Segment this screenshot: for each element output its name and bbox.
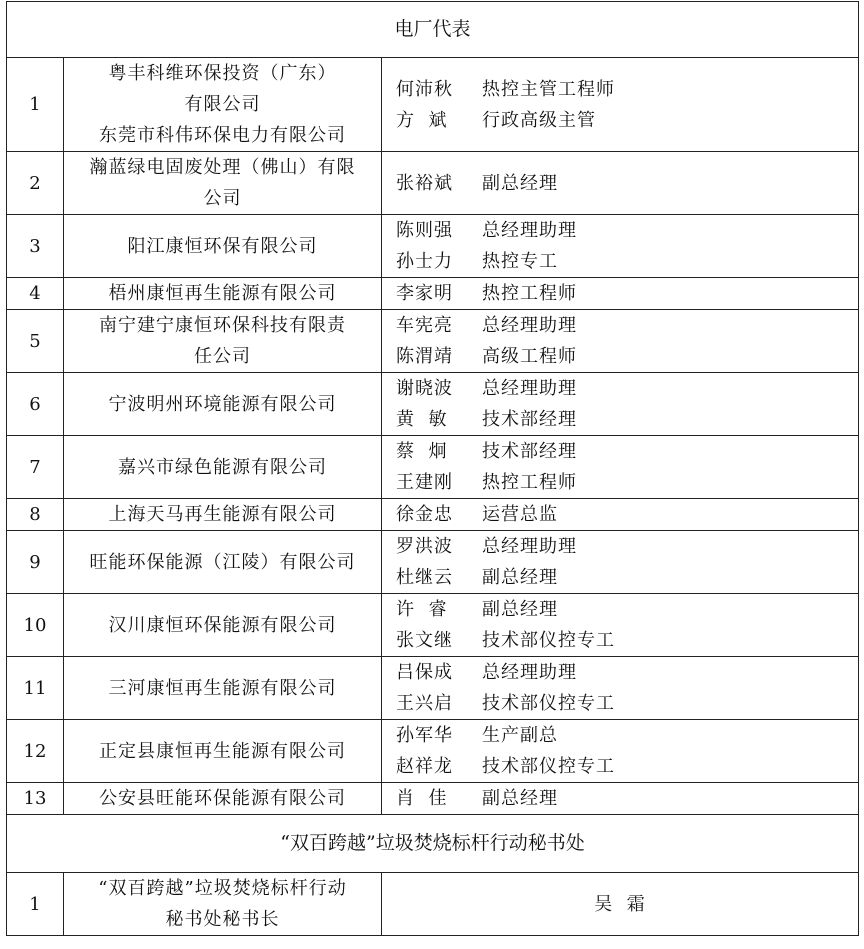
section-header-secretariat-title: “双百跨越”垃圾焚烧标杆行动秘书处 [7,815,859,873]
company-line: 上海天马再生能源有限公司 [108,504,337,525]
company-name [64,310,382,373]
company-line: 梧州康恒再生能源有限公司 [108,283,337,304]
company-name [64,436,382,499]
representatives [382,310,859,373]
representative [396,751,858,782]
person-name: 吴 霜 [594,893,646,915]
representative [396,168,858,199]
company-line: 东莞市科伟环保电力有限公司 [99,125,346,146]
company-name [64,873,382,936]
row-number: 3 [7,215,64,278]
table-row [7,499,859,531]
rep-title: 热控主管工程师 [482,78,615,100]
company-line: 粤丰科维环保投资（广东） [108,63,337,84]
table-row [7,720,859,783]
company-line: 正定县康恒再生能源有限公司 [99,740,346,762]
rep-name: 蔡 炯 [396,441,448,462]
table-row [7,657,859,720]
rep-title: 副总经理 [482,788,558,809]
representative [396,688,858,719]
representatives [382,373,859,436]
company-name [64,657,382,720]
rep-name: 陈渭靖 [396,346,453,367]
table-row [7,278,859,310]
rep-name: 孙士力 [396,251,453,272]
representatives [382,531,859,594]
representative [396,657,858,688]
row-number: 1 [7,58,64,152]
rep-name: 王建刚 [396,472,453,493]
representatives [382,594,859,657]
rep-title: 高级工程师 [482,346,577,367]
company-name [64,152,382,215]
representative [396,74,858,105]
company-line: 南宁建宁康恒环保科技有限责 [99,315,346,336]
table-row [7,531,859,594]
representative [396,720,858,751]
representative [396,246,858,277]
row-number: 6 [7,373,64,436]
rep-title: 技术部仪控专工 [482,693,615,714]
company-name [64,594,382,657]
rep-title: 副总经理 [482,567,558,588]
row-number: 10 [7,594,64,657]
row-number: 4 [7,278,64,310]
company-line: 阳江康恒环保有限公司 [127,235,318,257]
rep-name: 吕保成 [396,662,453,683]
table-row [7,594,859,657]
rep-title: 总经理助理 [482,378,577,399]
company-line: 秘书处秘书长 [165,909,280,930]
company-line: “双百跨越”垃圾焚烧标杆行动 [98,878,347,899]
table-row [7,310,859,373]
rep-title: 热控专工 [482,251,558,272]
rep-title: 总经理助理 [482,315,577,336]
table-row [7,152,859,215]
rep-title: 生产副总 [482,725,558,746]
rep-name: 何沛秋 [396,78,453,100]
company-line: 任公司 [194,346,251,367]
representative [396,562,858,593]
rep-name: 陈则强 [396,220,453,241]
rep-title: 技术部仪控专工 [482,630,615,651]
rep-title: 技术部经理 [482,409,577,430]
representative [396,783,858,814]
company-name [64,215,382,278]
rep-title: 总经理助理 [482,220,577,241]
rep-title: 行政高级主管 [482,109,596,131]
row-number: 11 [7,657,64,720]
rep-name: 黄 敏 [396,409,448,430]
representative [396,531,858,562]
rep-name: 徐金忠 [396,504,453,525]
table-row [7,783,859,815]
company-line: 宁波明州环境能源有限公司 [108,393,337,415]
row-number: 5 [7,310,64,373]
table-body [7,2,859,936]
rep-title: 副总经理 [482,599,558,620]
representative [396,499,858,530]
representatives [382,783,859,815]
rep-name: 赵祥龙 [396,756,453,777]
row-number: 2 [7,152,64,215]
rep-name: 孙军华 [396,725,453,746]
rep-title: 运营总监 [482,504,558,525]
representatives [382,58,859,152]
representative [396,436,858,467]
representative [396,341,858,372]
rep-name: 谢晓波 [396,378,453,399]
representatives [382,720,859,783]
representatives [382,499,859,531]
table-row [7,373,859,436]
rep-name: 李家明 [396,283,453,304]
table-row [7,215,859,278]
representative [396,467,858,498]
rep-name: 张裕斌 [396,172,453,194]
company-line: 公司 [203,188,242,209]
company-name [64,499,382,531]
company-name [64,278,382,310]
company-line: 瀚蓝绿电固废处理（佛山）有限 [89,157,356,178]
table-row [7,436,859,499]
rep-name: 杜继云 [396,567,453,588]
representatives [382,657,859,720]
company-line: 有限公司 [184,94,261,115]
rep-name: 车宪亮 [396,315,453,336]
rep-title: 技术部仪控专工 [482,756,615,777]
representatives-table [6,1,859,936]
table-row [7,873,859,936]
company-name [64,58,382,152]
rep-name: 张文继 [396,630,453,651]
rep-title: 热控工程师 [482,283,577,304]
company-line: 公安县旺能环保能源有限公司 [99,788,346,809]
rep-title: 热控工程师 [482,472,577,493]
representatives [382,215,859,278]
representative [396,105,858,136]
representative [396,625,858,656]
representative [396,594,858,625]
row-number: 13 [7,783,64,815]
row-number: 8 [7,499,64,531]
secretary-name [382,873,859,936]
section-header-secretariat [7,815,859,873]
rep-name: 肖 佳 [396,788,448,809]
rep-name: 罗洪波 [396,536,453,557]
rep-title: 技术部经理 [482,441,577,462]
representatives [382,152,859,215]
representative [396,215,858,246]
rep-name: 王兴启 [396,693,453,714]
representatives [382,436,859,499]
company-name [64,531,382,594]
row-number: 9 [7,531,64,594]
company-line: 三河康恒再生能源有限公司 [108,677,337,699]
company-name [64,373,382,436]
company-line: 汉川康恒环保能源有限公司 [108,614,337,636]
company-name [64,783,382,815]
representative [396,404,858,435]
rep-title: 副总经理 [482,172,558,194]
table-row [7,58,859,152]
rep-name: 许 睿 [396,599,448,620]
row-number: 7 [7,436,64,499]
company-name [64,720,382,783]
section-header-plant-reps-title: 电厂代表 [7,2,859,58]
rep-title: 总经理助理 [482,536,577,557]
rep-title: 总经理助理 [482,662,577,683]
row-number: 12 [7,720,64,783]
representative [396,310,858,341]
section-header-plant-reps [7,2,859,58]
row-number: 1 [7,873,64,936]
representative [396,278,858,309]
company-line: 嘉兴市绿色能源有限公司 [118,456,327,478]
representative [396,373,858,404]
representatives [382,278,859,310]
rep-name: 方 斌 [396,109,448,131]
company-line: 旺能环保能源（江陵）有限公司 [89,551,356,573]
